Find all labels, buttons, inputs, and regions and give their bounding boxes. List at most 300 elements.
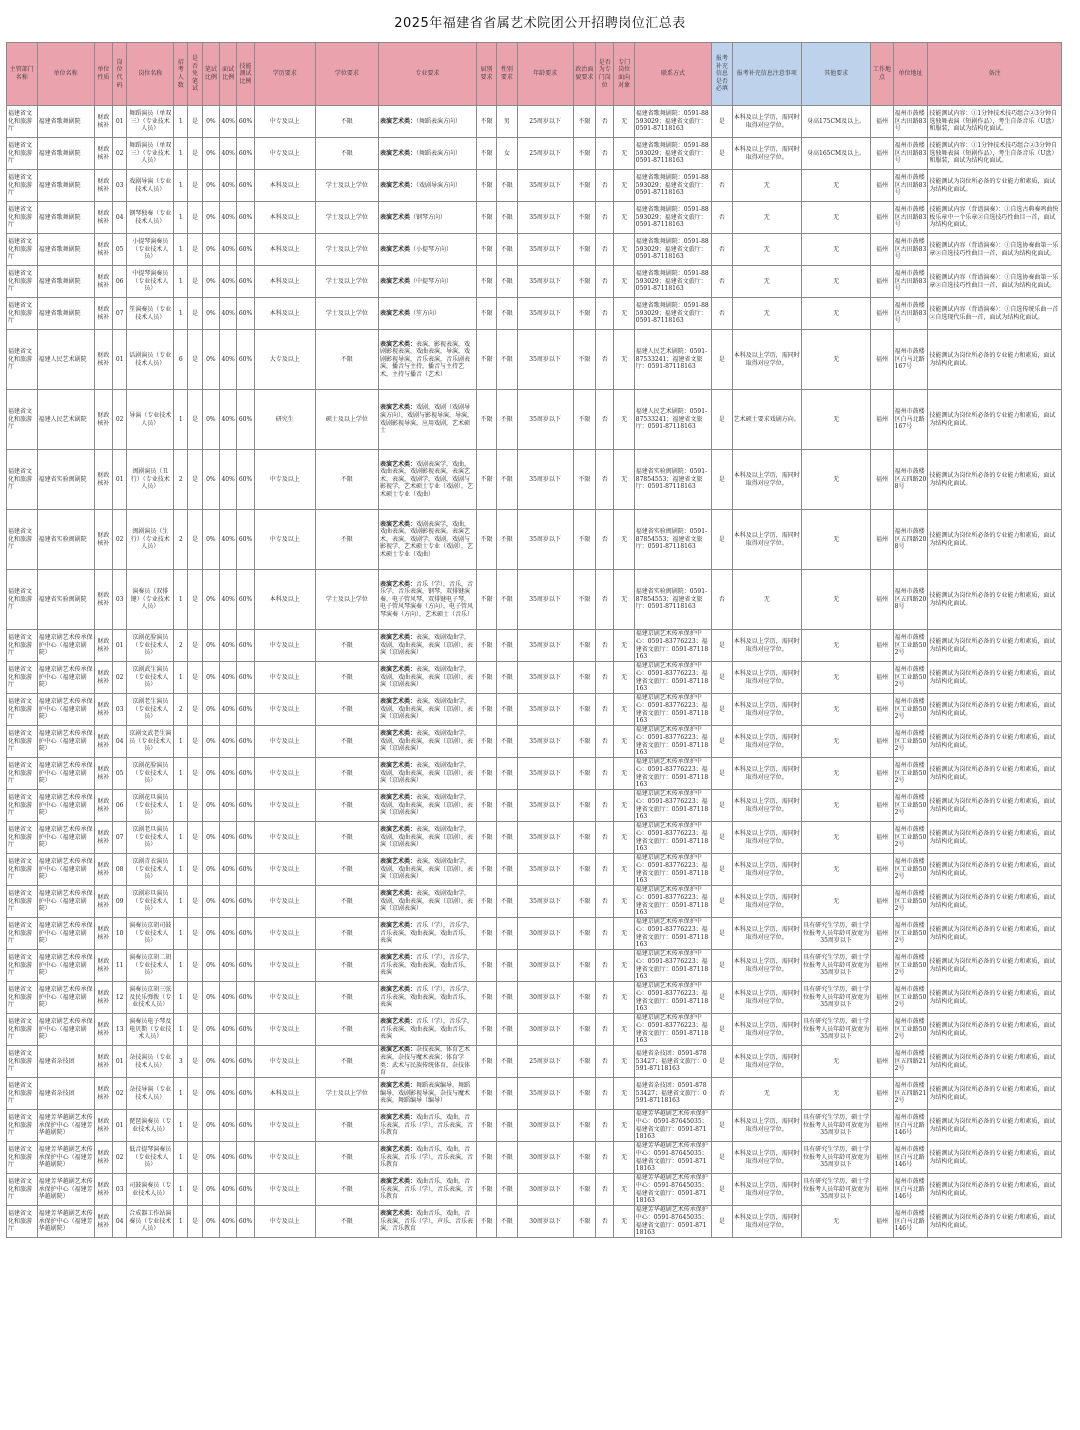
major-category: 表演艺术类： [380, 1082, 417, 1090]
cell-free: 是 [188, 510, 202, 570]
cell-post: 话剧演员（专业技术人员） [127, 330, 174, 390]
major-detail: 戏曲音乐，戏曲，音乐表演，音乐（学），音乐表演，音乐教育 [380, 1178, 474, 1201]
cell-nature: 财政核补 [94, 918, 112, 950]
cell-contact: 福建芳华越剧艺术传承保护中心：0591-87645035；福建省文旅厅：0591-87118163 [634, 1142, 711, 1174]
column-header: 主管部门名称 [7, 43, 38, 106]
cell-remark: 技能测试为岗位所必备的专业能力和素质，面试为结构化面试。 [928, 510, 1062, 570]
cell-addr: 福州市鼓楼区工业路502号 [893, 886, 928, 918]
major-category: 表演艺术类： [380, 1146, 417, 1154]
cell-other: 无 [801, 854, 870, 886]
cell-remark: 技能测试为岗位所必备的专业能力和素质，面试为结构化面试。 [928, 1014, 1062, 1046]
cell-dept: 福建省文化和旅游厅 [7, 854, 38, 886]
cell-edu: 本科及以上 [254, 202, 315, 234]
cell-note: 本科及以上学历，需同时取得对应学位。 [732, 630, 801, 662]
cell-degree: 学士及以上学位 [315, 1078, 378, 1110]
major-detail: （笙方向） [410, 309, 441, 317]
cell-politic: 不限 [573, 982, 595, 1014]
cell-free: 是 [188, 950, 202, 982]
cell-nature: 财政核补 [94, 1046, 112, 1078]
table-row [7, 822, 1062, 854]
cell-edu: 中专及以上 [254, 106, 315, 138]
cell-age: 30周岁以下 [517, 982, 573, 1014]
cell-post: 司鼓演奏员（专业技术人员） [127, 1174, 174, 1206]
cell-degree: 不限 [315, 982, 378, 1014]
cell-edu: 中专及以上 [254, 982, 315, 1014]
cell-ji: 60% [237, 1110, 254, 1142]
cell-contact: 福建京剧艺术传承保护中心：0591-83776223；福建省文旅厅：0591-87118163 [634, 1014, 711, 1046]
cell-dept: 福建省文化和旅游厅 [7, 694, 38, 726]
cell-contact: 福建省歌舞剧院：0591-88593029；福建省文旅厅：0591-87118163 [634, 298, 711, 330]
cell-dept: 福建省文化和旅游厅 [7, 390, 38, 450]
cell-degree: 不限 [315, 630, 378, 662]
cell-required: 是 [712, 330, 732, 390]
cell-target: 无 [614, 758, 634, 790]
cell-addr: 福州市鼓楼区工业路502号 [893, 758, 928, 790]
cell-ji: 60% [237, 1078, 254, 1110]
cell-nature: 财政核补 [94, 886, 112, 918]
cell-ji: 60% [237, 106, 254, 138]
cell-politic: 不限 [573, 790, 595, 822]
cell-ji: 60% [237, 1046, 254, 1078]
cell-addr: 福州市鼓楼区五四路212号 [893, 1078, 928, 1110]
cell-major [379, 266, 477, 298]
cell-nature: 财政核补 [94, 1110, 112, 1142]
cell-mian: 40% [220, 266, 237, 298]
cell-unit: 福建省实验闽剧院 [37, 510, 94, 570]
cell-num: 1 [174, 758, 188, 790]
cell-other: 无 [801, 758, 870, 790]
cell-politic: 不限 [573, 822, 595, 854]
cell-gender: 不限 [497, 1206, 517, 1238]
cell-bi: 0% [202, 854, 219, 886]
cell-age: 35周岁以下 [517, 822, 573, 854]
cell-bi: 0% [202, 1078, 219, 1110]
cell-code: 04 [113, 726, 127, 758]
cell-mian: 40% [220, 510, 237, 570]
cell-ji: 60% [237, 886, 254, 918]
cell-nature: 财政核补 [94, 170, 112, 202]
cell-target: 无 [614, 662, 634, 694]
cell-note: 本科及以上学历，需同时取得对应学位。 [732, 1046, 801, 1078]
cell-free: 是 [188, 450, 202, 510]
cell-session: 不限 [476, 570, 496, 630]
cell-gender: 不限 [497, 202, 517, 234]
column-header: 性别要求 [497, 43, 517, 106]
cell-mian: 40% [220, 234, 237, 266]
cell-edu: 中专及以上 [254, 726, 315, 758]
column-header: 招考人数 [174, 43, 188, 106]
cell-other: 无 [801, 726, 870, 758]
cell-gender: 不限 [497, 450, 517, 510]
cell-dept: 福建省文化和旅游厅 [7, 1206, 38, 1238]
cell-addr: 福州市鼓楼区白马北路146号 [893, 1142, 928, 1174]
cell-required: 是 [712, 1014, 732, 1046]
cell-age: 35周岁以下 [517, 202, 573, 234]
cell-unit: 福建京剧艺术传承保护中心（福建京剧院） [37, 790, 94, 822]
cell-dept: 福建省文化和旅游厅 [7, 822, 38, 854]
cell-age: 35周岁以下 [517, 662, 573, 694]
cell-note: 本科及以上学历，需同时取得对应学位。 [732, 694, 801, 726]
cell-other: 无 [801, 694, 870, 726]
cell-target: 无 [614, 854, 634, 886]
cell-place: 福州 [871, 266, 893, 298]
cell-age: 35周岁以下 [517, 570, 573, 630]
cell-num: 1 [174, 138, 188, 170]
cell-target: 无 [614, 1174, 634, 1206]
cell-special: 否 [596, 106, 614, 138]
cell-contact: 福建人民艺术剧院：0591-87533241；福建省文旅厅：0591-87118163 [634, 330, 711, 390]
cell-age: 30周岁以下 [517, 918, 573, 950]
table-row [7, 390, 1062, 450]
cell-place: 福州 [871, 950, 893, 982]
cell-contact: 福建省杂技团：0591-87853427；福建省文旅厅：0591-87118163 [634, 1078, 711, 1110]
cell-addr: 福州市鼓楼区古田路83号 [893, 234, 928, 266]
cell-nature: 财政核补 [94, 202, 112, 234]
cell-code: 02 [113, 138, 127, 170]
cell-other: 无 [801, 822, 870, 854]
cell-special: 否 [596, 570, 614, 630]
cell-mian: 40% [220, 1142, 237, 1174]
cell-remark: 技能测试为岗位所必备的专业能力和素质，面试为结构化面试。 [928, 330, 1062, 390]
cell-gender: 不限 [497, 298, 517, 330]
major-category: 表演艺术类： [380, 890, 417, 898]
cell-degree: 不限 [315, 1174, 378, 1206]
cell-ji: 60% [237, 266, 254, 298]
cell-bi: 0% [202, 106, 219, 138]
cell-special: 否 [596, 298, 614, 330]
cell-session: 不限 [476, 726, 496, 758]
cell-target: 无 [614, 918, 634, 950]
cell-unit: 福建京剧艺术传承保护中心（福建京剧院） [37, 854, 94, 886]
cell-note: 无 [732, 570, 801, 630]
major-detail: 表演，影视表演，戏剧影视表演，戏曲表演，导演，戏剧影视导演，音乐表演，音乐剧表演，播音与主持，播音与主持艺术，主持与播音（艺术） [380, 340, 471, 378]
cell-mian: 40% [220, 1174, 237, 1206]
cell-unit: 福建省杂技团 [37, 1046, 94, 1078]
column-header: 笔试比例 [202, 43, 219, 106]
cell-ji: 60% [237, 330, 254, 390]
cell-degree: 不限 [315, 854, 378, 886]
cell-politic: 不限 [573, 330, 595, 390]
cell-other: 身高165CM及以上。 [801, 138, 870, 170]
cell-required: 是 [712, 1206, 732, 1238]
cell-unit: 福建京剧艺术传承保护中心（福建京剧院） [37, 886, 94, 918]
cell-place: 福州 [871, 1014, 893, 1046]
cell-target: 无 [614, 1142, 634, 1174]
cell-contact: 福建省歌舞剧院：0591-88593029；福建省文旅厅：0591-87118163 [634, 170, 711, 202]
cell-ji: 60% [237, 854, 254, 886]
cell-post: 京剧青衣演员（专业技术人员） [127, 854, 174, 886]
major-category: 表演艺术类： [380, 149, 417, 157]
major-detail: （舞蹈表演方向） [416, 117, 462, 125]
cell-nature: 财政核补 [94, 790, 112, 822]
cell-age: 35周岁以下 [517, 854, 573, 886]
cell-mian: 40% [220, 450, 237, 510]
cell-num: 1 [174, 886, 188, 918]
major-detail: 表演，戏剧戏曲学，戏剧，戏曲表演，表演（京剧），表演（京剧表演） [380, 730, 474, 753]
cell-bi: 0% [202, 570, 219, 630]
cell-degree: 不限 [315, 138, 378, 170]
cell-ji: 60% [237, 1206, 254, 1238]
cell-num: 2 [174, 450, 188, 510]
cell-degree: 不限 [315, 106, 378, 138]
cell-unit: 福建京剧艺术传承保护中心（福建京剧院） [37, 758, 94, 790]
cell-edu: 中专及以上 [254, 1206, 315, 1238]
major-detail: 音乐（学），音乐学，音乐表演，戏曲表演，戏曲音乐，表演 [380, 922, 474, 945]
cell-code: 02 [113, 662, 127, 694]
cell-session: 不限 [476, 694, 496, 726]
cell-edu: 中专及以上 [254, 510, 315, 570]
cell-edu: 中专及以上 [254, 662, 315, 694]
cell-remark: 技能测试内容（背谱演奏）：①自选古典奏鸣曲快板乐章中一个乐章②自选技巧性曲目一首，面试为结构化面试。 [928, 202, 1062, 234]
major-detail: （舞蹈表演方向） [416, 149, 462, 157]
cell-politic: 不限 [573, 1142, 595, 1174]
cell-contact: 福建芳华越剧艺术传承保护中心：0591-87645035；福建省文旅厅：0591-87118163 [634, 1206, 711, 1238]
cell-place: 福州 [871, 790, 893, 822]
cell-age: 35周岁以下 [517, 390, 573, 450]
cell-other: 无 [801, 330, 870, 390]
document-title: 2025年福建省省属艺术院团公开招聘岗位汇总表 [394, 16, 686, 31]
cell-dept: 福建省文化和旅游厅 [7, 510, 38, 570]
cell-note: 本科及以上学历，需同时取得对应学位。 [732, 886, 801, 918]
cell-note: 无 [732, 234, 801, 266]
cell-place: 福州 [871, 106, 893, 138]
cell-special: 否 [596, 694, 614, 726]
cell-note: 无 [732, 170, 801, 202]
cell-degree: 学士及以上学位 [315, 570, 378, 630]
cell-degree: 不限 [315, 1206, 378, 1238]
cell-special: 否 [596, 758, 614, 790]
cell-num: 1 [174, 950, 188, 982]
cell-required: 是 [712, 918, 732, 950]
cell-required: 否 [712, 1078, 732, 1110]
cell-major [379, 790, 477, 822]
cell-required: 否 [712, 570, 732, 630]
cell-major [379, 298, 477, 330]
cell-bi: 0% [202, 694, 219, 726]
cell-edu: 中专及以上 [254, 886, 315, 918]
cell-place: 福州 [871, 886, 893, 918]
major-detail: （戏剧导演方向） [416, 181, 462, 189]
cell-note: 本科及以上学历，需同时取得对应学位。 [732, 1206, 801, 1238]
cell-unit: 福建省歌舞剧院 [37, 298, 94, 330]
cell-age: 35周岁以下 [517, 234, 573, 266]
cell-degree: 不限 [315, 822, 378, 854]
cell-politic: 不限 [573, 630, 595, 662]
cell-degree: 不限 [315, 450, 378, 510]
cell-code: 02 [113, 1078, 127, 1110]
cell-target: 无 [614, 106, 634, 138]
cell-remark: 技能测试为岗位所必备的专业能力和素质，面试为结构化面试。 [928, 390, 1062, 450]
cell-age: 35周岁以下 [517, 298, 573, 330]
cell-num: 1 [174, 1142, 188, 1174]
cell-contact: 福建省歌舞剧院：0591-88593029；福建省文旅厅：0591-87118163 [634, 202, 711, 234]
major-category: 表演艺术类： [380, 520, 417, 528]
cell-major [379, 570, 477, 630]
cell-gender: 不限 [497, 1174, 517, 1206]
cell-politic: 不限 [573, 202, 595, 234]
cell-ji: 60% [237, 982, 254, 1014]
cell-degree: 不限 [315, 918, 378, 950]
cell-nature: 财政核补 [94, 694, 112, 726]
cell-nature: 财政核补 [94, 390, 112, 450]
cell-remark: 技能测试为岗位所必备的专业能力和素质，面试为结构化面试。 [928, 1142, 1062, 1174]
cell-code: 07 [113, 298, 127, 330]
cell-ji: 60% [237, 570, 254, 630]
table-row [7, 1110, 1062, 1142]
table-row [7, 1078, 1062, 1110]
cell-special: 否 [596, 918, 614, 950]
cell-required: 是 [712, 662, 732, 694]
cell-mian: 40% [220, 106, 237, 138]
cell-remark: 技能测试为岗位所必备的专业能力和素质，面试为结构化面试。 [928, 982, 1062, 1014]
cell-contact: 福建京剧艺术传承保护中心：0591-83776223；福建省文旅厅：0591-87118163 [634, 662, 711, 694]
cell-session: 不限 [476, 170, 496, 202]
cell-target: 无 [614, 234, 634, 266]
cell-special: 否 [596, 1014, 614, 1046]
cell-required: 是 [712, 390, 732, 450]
cell-required: 否 [712, 234, 732, 266]
cell-politic: 不限 [573, 886, 595, 918]
cell-politic: 不限 [573, 758, 595, 790]
cell-age: 35周岁以下 [517, 886, 573, 918]
cell-ji: 60% [237, 758, 254, 790]
cell-free: 是 [188, 694, 202, 726]
column-header: 工作地点 [871, 43, 893, 106]
cell-post: 杂技导演（专业技术人员） [127, 1078, 174, 1110]
table-row [7, 570, 1062, 630]
cell-dept: 福建省文化和旅游厅 [7, 1046, 38, 1078]
cell-nature: 财政核补 [94, 106, 112, 138]
cell-unit: 福建人民艺术剧院 [37, 330, 94, 390]
cell-nature: 财政核补 [94, 570, 112, 630]
cell-gender: 不限 [497, 234, 517, 266]
cell-other: 无 [801, 298, 870, 330]
cell-special: 否 [596, 450, 614, 510]
major-category: 表演艺术类 [380, 309, 411, 317]
cell-num: 1 [174, 982, 188, 1014]
cell-contact: 福建京剧艺术传承保护中心：0591-83776223；福建省文旅厅：0591-87118163 [634, 694, 711, 726]
cell-post: 演奏员京胡二胡（专业技术人员） [127, 950, 174, 982]
cell-place: 福州 [871, 298, 893, 330]
cell-dept: 福建省文化和旅游厅 [7, 1078, 38, 1110]
cell-unit: 福建芳华越剧艺术传承保护中心（福建芳华越剧院） [37, 1142, 94, 1174]
cell-addr: 福州市鼓楼区工业路502号 [893, 630, 928, 662]
cell-free: 是 [188, 1046, 202, 1078]
major-category: 表演艺术类 [380, 245, 411, 253]
cell-age: 35周岁以下 [517, 1078, 573, 1110]
major-detail: 表演，戏剧戏曲学，戏剧，戏曲表演，表演（京剧），表演（京剧表演） [380, 698, 474, 721]
cell-session: 不限 [476, 854, 496, 886]
cell-code: 04 [113, 1206, 127, 1238]
table-header-row [7, 43, 1062, 106]
cell-other: 无 [801, 510, 870, 570]
cell-target: 无 [614, 726, 634, 758]
cell-bi: 0% [202, 1142, 219, 1174]
cell-edu: 中专及以上 [254, 822, 315, 854]
cell-post: 闽剧演员（丑行）（专业技术人员） [127, 450, 174, 510]
cell-addr: 福州市鼓楼区工业路502号 [893, 854, 928, 886]
cell-post: 导演（专业技术人员） [127, 390, 174, 450]
cell-num: 1 [174, 202, 188, 234]
cell-session: 不限 [476, 510, 496, 570]
cell-mian: 40% [220, 662, 237, 694]
cell-remark: 技能测试为岗位所必备的专业能力和素质，面试为结构化面试。 [928, 886, 1062, 918]
column-header: 届别要求 [476, 43, 496, 106]
cell-note: 本科及以上学历，需同时取得对应学位。 [732, 106, 801, 138]
cell-major [379, 918, 477, 950]
cell-other: 具有研究生学历，硕士学位报考人员年龄可放宽为35周岁以下 [801, 1174, 870, 1206]
cell-free: 是 [188, 1174, 202, 1206]
cell-code: 04 [113, 202, 127, 234]
cell-gender: 不限 [497, 266, 517, 298]
cell-politic: 不限 [573, 1014, 595, 1046]
cell-gender: 不限 [497, 1014, 517, 1046]
major-detail: 舞蹈表演编导，舞蹈编导，戏剧影视导演，杂技与魔术表演，舞蹈编导（编导） [380, 1082, 471, 1105]
cell-nature: 财政核补 [94, 758, 112, 790]
cell-required: 是 [712, 1110, 732, 1142]
cell-nature: 财政核补 [94, 630, 112, 662]
cell-politic: 不限 [573, 1110, 595, 1142]
cell-gender: 不限 [497, 510, 517, 570]
cell-politic: 不限 [573, 570, 595, 630]
cell-ji: 60% [237, 510, 254, 570]
cell-degree: 不限 [315, 950, 378, 982]
cell-note: 本科及以上学历，需同时取得对应学位。 [732, 138, 801, 170]
cell-major [379, 170, 477, 202]
cell-degree: 不限 [315, 330, 378, 390]
cell-nature: 财政核补 [94, 450, 112, 510]
major-detail: 戏剧表演学，戏曲，戏曲表演，戏剧影视表演，表演艺术，表演，戏剧学，戏剧，戏剧与影视学，艺术硕士专业（戏剧），艺术硕士专业（戏曲） [380, 460, 474, 498]
cell-bi: 0% [202, 138, 219, 170]
cell-required: 否 [712, 202, 732, 234]
cell-session: 不限 [476, 822, 496, 854]
major-detail: 戏剧，戏剧（戏剧导演方向），戏剧与影视导演，导演，戏剧影视导演，应用戏剧，艺术硕士 [380, 404, 474, 435]
cell-major [379, 726, 477, 758]
cell-free: 是 [188, 982, 202, 1014]
cell-nature: 财政核补 [94, 1206, 112, 1238]
cell-age: 35周岁以下 [517, 694, 573, 726]
cell-target: 无 [614, 202, 634, 234]
cell-ji: 60% [237, 950, 254, 982]
cell-note: 本科及以上学历，需同时取得对应学位。 [732, 1142, 801, 1174]
cell-age: 35周岁以下 [517, 630, 573, 662]
cell-other: 无 [801, 202, 870, 234]
major-category: 表演艺术类： [380, 858, 417, 866]
cell-gender: 不限 [497, 390, 517, 450]
cell-note: 本科及以上学历，需同时取得对应学位。 [732, 790, 801, 822]
cell-place: 福州 [871, 822, 893, 854]
cell-special: 否 [596, 822, 614, 854]
cell-edu: 研究生 [254, 390, 315, 450]
cell-addr: 福州市鼓楼区白马北路146号 [893, 1174, 928, 1206]
cell-unit: 福建省实验闽剧院 [37, 570, 94, 630]
major-category: 表演艺术类： [380, 922, 417, 930]
cell-edu: 中专及以上 [254, 1110, 315, 1142]
cell-age: 25周岁以下 [517, 106, 573, 138]
cell-remark: 技能测试为岗位所必备的专业能力和素质，面试为结构化面试。 [928, 726, 1062, 758]
column-header: 政治面貌要求 [573, 43, 595, 106]
cell-special: 否 [596, 234, 614, 266]
cell-place: 福州 [871, 1142, 893, 1174]
cell-unit: 福建京剧艺术传承保护中心（福建京剧院） [37, 982, 94, 1014]
cell-contact: 福建省歌舞剧院：0591-88593029；福建省文旅厅：0591-87118163 [634, 266, 711, 298]
cell-note: 本科及以上学历，需同时取得对应学位。 [732, 758, 801, 790]
cell-addr: 福州市鼓楼区古田路83号 [893, 202, 928, 234]
cell-edu: 本科及以上 [254, 298, 315, 330]
table-row [7, 982, 1062, 1014]
cell-dept: 福建省文化和旅游厅 [7, 170, 38, 202]
major-category: 表演艺术类： [380, 954, 417, 962]
